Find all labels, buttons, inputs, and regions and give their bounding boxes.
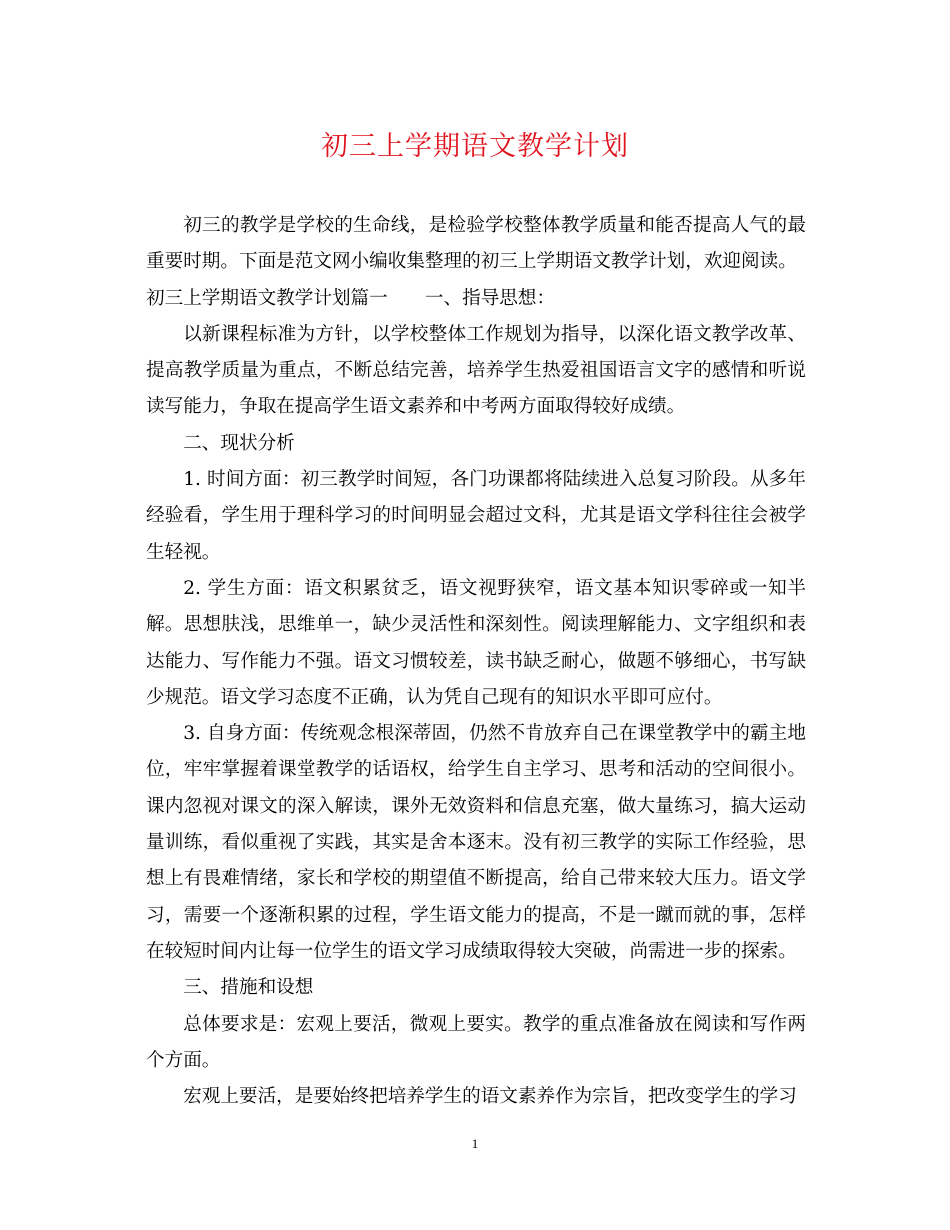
paragraph: 宏观上要活，是要始终把培养学生的语文素养作为宗旨，把改变学生的学习 bbox=[183, 1086, 797, 1108]
document-body bbox=[146, 208, 806, 1115]
paragraph: 1. 时间方面：初三教学时间短，各门功课都将陆续进入总复习阶段。从多年经验看，学生用于理科学习的时间明显会超过文科，尤其是语文学科往往会被学生轻视。 bbox=[146, 469, 806, 563]
page-number: 1 bbox=[471, 1136, 479, 1151]
paragraph: 以新课程标准为方针，以学校整体工作规划为指导，以深化语文教学改革、提高教学质量为重点，不断总结完善，培养学生热爱祖国语言文字的感情和听说读写能力，争取在提高学生语文素养和中考两方面取得较好成绩。 bbox=[146, 323, 806, 418]
paragraph: 总体要求是：宏观上要活，微观上要实。教学的重点准备放在阅读和写作两个方面。 bbox=[146, 1013, 806, 1071]
document-title: 初三上学期语文教学计划 bbox=[321, 131, 629, 162]
paragraph: 初三上学期语文教学计划篇一 一、指导思想： bbox=[146, 287, 556, 309]
paragraph: 初三的教学是学校的生命线，是检验学校整体教学质量和能否提高人气的最重要时期。下面是范文网小编收集整理的初三上学期语文教学计划，欢迎阅读。 bbox=[146, 215, 806, 273]
paragraph: 3. 自身方面：传统观念根深蒂固，仍然不肯放弃自己在课堂教学中的霸主地位，牢牢掌握着课堂教学的话语权，给学生自主学习、思考和活动的空间很小。课内忽视对课文的深入解读，课外无效资料和信息充塞，做大量练习，搞大运动量训练，看似重视了实践，其实是舍本逐末。没有初三教学的实际工作经验，思想上有畏难情绪，家长和学校的期望值不断提高，给自己带来较大压力。语文学习，需要一个逐渐积累的过程，学生语文能力的提高，不是一蹴而就的事，怎样在较短时间内让每一位学生的语文学习成绩取得较大突破，尚需进一步的探索。 bbox=[146, 723, 806, 962]
paragraph: 2. 学生方面：语文积累贫乏，语文视野狭窄，语文基本知识零碎或一知半解。思想肤浅，思维单一，缺少灵活性和深刻性。阅读理解能力、文字组织和表达能力、写作能力不强。语文习惯较差，读书缺乏耐心，做题不够细心，书写缺少规范。语文学习态度不正确，认为凭自己现有的知识水平即可应付。 bbox=[146, 577, 806, 708]
paragraph: 二、现状分析 bbox=[183, 432, 295, 454]
paragraph: 三、措施和设想 bbox=[183, 977, 314, 999]
